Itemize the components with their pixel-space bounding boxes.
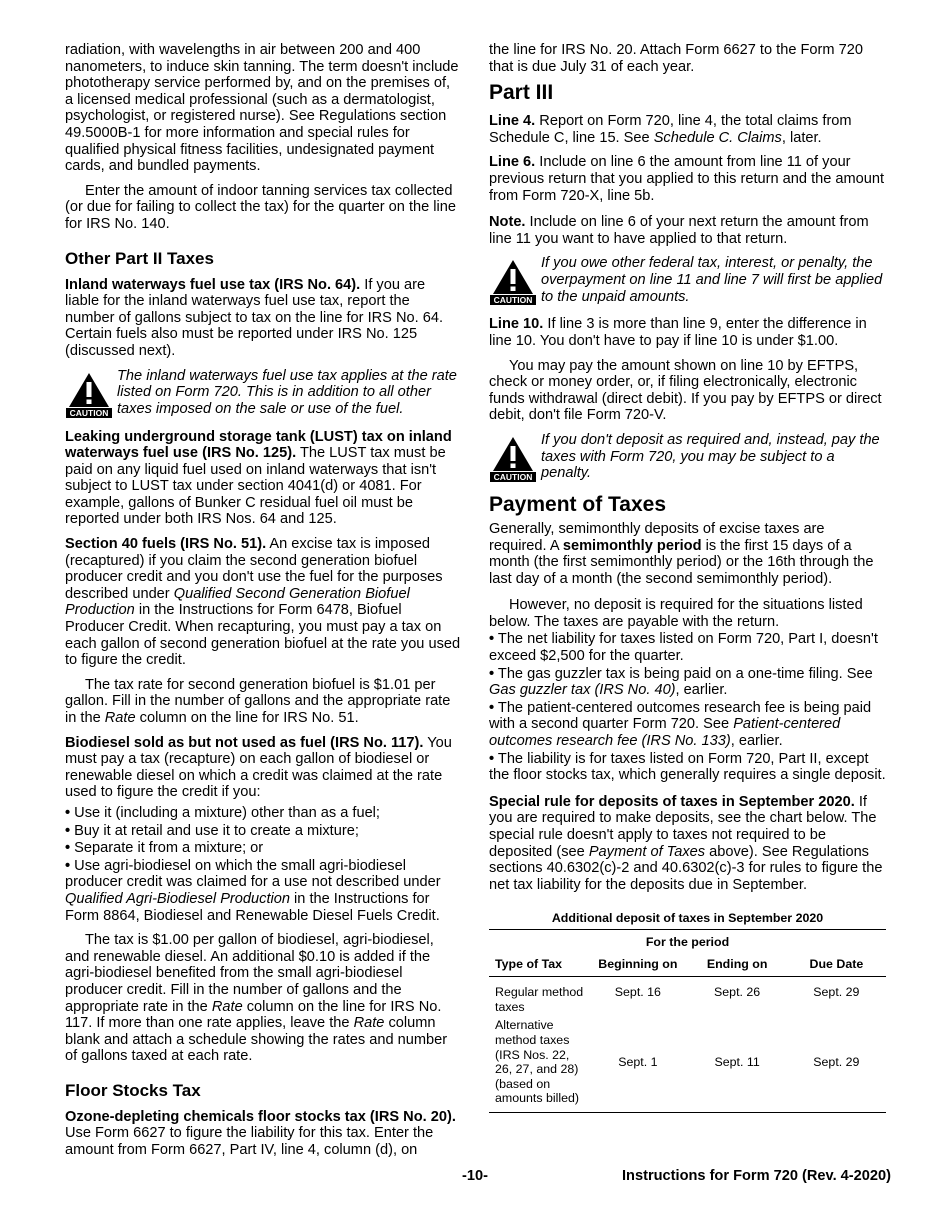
- document-title: Instructions for Form 720 (Rev. 4-2020): [622, 1168, 891, 1184]
- list-item: • Use agri-biodiesel on which the small agri-biodiesel producer credit was claimed for a use not described under Qualified Agri-Biodiesel Production in the Instructions for Form 8864, Biodiesel and Renewable Diesel Fuels Credit.: [65, 857, 441, 924]
- paragraph: [65, 677, 461, 727]
- right-column: [489, 42, 886, 1113]
- table-cell: Alternative method taxes (IRS Nos. 22, 26, 27, and 28) (based on amounts billed): [489, 1016, 588, 1112]
- paragraph-text: in the Instructions for Form 6478, Biofuel Producer Credit. When recapturing, you must pay a tax on each gallon of second generation biofuel at the rate you used to figure the credit.: [65, 602, 461, 669]
- paragraph: radiation, with wavelengths in air between 200 and 400 nanometers, to induce skin tanning. The term doesn't include phototherapy service performed by, and on the premises of, a licensed medical professional (such as a dermatologist, psychologist, or registered nurse). See Regulations section 49.5000B-1 for more information and special rules for qualified physical fitness facilities, undesignated payment cards, and bundled payments.: [65, 42, 459, 175]
- caution-note: [489, 255, 886, 306]
- list-item: • The gas guzzler tax is being paid on a one-time filing. See Gas guzzler tax (IRS No. 40), earlier.: [489, 665, 873, 699]
- italic-reference: Gas guzzler tax (IRS No. 40): [489, 682, 676, 699]
- caution-label: CAUTION: [493, 471, 533, 482]
- caution-text: If you don't deposit as required and, instead, pay the taxes with Form 720, you may be subject to a penalty.: [541, 431, 880, 482]
- table-row: [489, 977, 886, 1017]
- italic-reference: Qualified Second Generation Biofuel Production: [65, 585, 410, 619]
- column-header: Due Date: [787, 954, 886, 977]
- paragraph-text: The LUST tax must be paid on any liquid fuel used on inland waterways that isn't subject to LUST tax under section 4041(d) or 4081. For example, gallons of Bunker C residual fuel oil must be reported under both IRS Nos. 64 and 125.: [65, 445, 446, 528]
- italic-reference: Payment of Taxes: [588, 843, 706, 860]
- column-header: Beginning on: [588, 954, 687, 977]
- table-cell: Sept. 16: [614, 985, 661, 1000]
- run-in-heading: Line 10.: [489, 316, 544, 333]
- table-row: [489, 1016, 886, 1112]
- left-column: [65, 42, 461, 1167]
- paragraph: Line 4. Report on Form 720, line 4, the total claims from Schedule C, line 15. See Schedule C. Claims, later.: [489, 113, 852, 146]
- paragraph: Line 6. Include on line 6 the amount from line 11 of your previous return that you applied to this return and the amount from Form 720-X, line 5b.: [489, 154, 885, 204]
- paragraph-text: The tax rate for second generation biofuel is $1.01 per gallon. Fill in the number of gallons and the appropriate rate in the: [65, 676, 451, 726]
- italic-reference: Rate: [104, 710, 136, 726]
- run-in-heading: Biodiesel sold as but not used as fuel (IRS No. 117).: [65, 734, 424, 751]
- paragraph: [65, 277, 461, 360]
- run-in-heading: Line 6.: [489, 154, 536, 171]
- caution-icon: [489, 258, 537, 306]
- column-header: Type of Tax: [489, 954, 588, 977]
- paragraph-text: You must pay a tax (recapture) on each gallon of biodiesel or renewable diesel on which a credit was claimed at the rate used to figure the credit if you:: [65, 734, 452, 801]
- list-item: • Use it (including a mixture) other than as a fuel;: [65, 804, 380, 821]
- list-item: • The patient-centered outcomes research fee is being paid with a second quarter Form 720. See Patient-centered outcomes research fee (IRS No. 133), earlier.: [489, 699, 872, 750]
- section-heading: Floor Stocks Tax: [65, 1080, 201, 1100]
- paragraph: However, no deposit is required for the situations listed below. The taxes are payable with the return.: [489, 597, 863, 630]
- run-in-heading: Inland waterways fuel use tax (IRS No. 64).: [65, 276, 361, 293]
- table-cell: Sept. 29: [813, 985, 860, 1000]
- caution-icon: [65, 371, 113, 419]
- list-item: • The liability is for taxes listed on Form 720, Part II, except the floor stocks tax, which generally requires a single deposit.: [489, 750, 886, 784]
- paragraph: Generally, semimonthly deposits of excise taxes are required. A semimonthly period is the first 15 days of a month (the first semimonthly period) or the 16th through the last day of a month (the second semimonthly period).: [489, 520, 874, 587]
- caution-note: [65, 368, 461, 419]
- table-cell: Sept. 29: [787, 1016, 886, 1112]
- italic-reference: Patient-centered outcomes research fee (IRS No. 133): [489, 716, 841, 750]
- run-in-heading: Ozone-depleting chemicals floor stocks tax (IRS No. 20).: [65, 1108, 456, 1125]
- paragraph: Ozone-depleting chemicals floor stocks tax (IRS No. 20). Use Form 6627 to figure the liability for this tax. Enter the amount from Form 6627, Part IV, line 4, column (d), on: [65, 1108, 456, 1159]
- paragraph: [65, 536, 461, 669]
- run-in-heading: Section 40 fuels (IRS No. 51).: [65, 536, 267, 553]
- table-cell: Regular method taxes: [495, 985, 584, 1014]
- paragraph: You may pay the amount shown on line 10 by EFTPS, check or money order, or, if filing electronically, electronic funds withdrawal (direct debit). If you pay by EFTPS or direct debit, don't file Form 720-V.: [489, 357, 882, 424]
- caution-label: CAUTION: [493, 295, 533, 306]
- run-in-heading: Leaking underground storage tank (LUST) tax on inland waterways fuel use (IRS No. 125).: [65, 428, 452, 462]
- paragraph-text: column on the line for IRS No. 51.: [139, 710, 359, 726]
- table-cell: Sept. 1: [588, 1016, 687, 1112]
- deposit-table: [489, 911, 886, 1113]
- paragraph: [65, 735, 461, 801]
- italic-reference: Schedule C. Claims: [653, 129, 782, 146]
- table-title: Additional deposit of taxes in September 2020: [489, 911, 886, 930]
- paragraph: the line for IRS No. 20. Attach Form 6627 to the Form 720 that is due July 31 of each year.: [489, 42, 863, 75]
- paragraph-text: An excise tax is imposed (recaptured) if you claim the second generation biofuel producer credit and you don't use the fuel for the purposes described under: [65, 536, 443, 602]
- italic-reference: Qualified Agri-Biodiesel Production: [65, 890, 290, 907]
- section-heading: Part III: [489, 81, 554, 105]
- table-cell: Sept. 11: [688, 1016, 787, 1112]
- caution-icon: [489, 435, 537, 483]
- list-item: • The net liability for taxes listed on Form 720, Part I, doesn't exceed $2,500 for the quarter.: [489, 631, 878, 665]
- run-in-heading: Line 4.: [489, 113, 536, 130]
- run-in-heading: Note.: [489, 214, 526, 231]
- list-item: • Separate it from a mixture; or: [65, 840, 264, 857]
- paragraph: [65, 429, 461, 529]
- page-number: -10-: [462, 1168, 488, 1184]
- caution-text: The inland waterways fuel use tax applies at the rate listed on Form 720. This is in addition to all other taxes imposed on the sale or use of the fuel.: [117, 367, 457, 417]
- run-in-heading: Special rule for deposits of taxes in September 2020.: [489, 793, 855, 810]
- list-item: • Buy it at retail and use it to create a mixture;: [65, 822, 359, 839]
- paragraph: Enter the amount of indoor tanning services tax collected (or due for failing to collect the tax) for the quarter on the line for IRS No. 140.: [65, 182, 457, 232]
- table-header-row: [489, 954, 886, 977]
- paragraph: The tax is $1.00 per gallon of biodiesel, agri-biodiesel, and renewable diesel. An additional $0.10 is added if the agri-biodiesel benefited from the small agri-biodiesel producer credit. Fill in the number of gallons and the appropriate rate in the Rate column on the line for IRS No. 117. If more than one rate applies, leave the Rate column blank and attach a schedule showing the rates and number of gallons taxed at each rate.: [65, 932, 448, 1065]
- column-header: Ending on: [688, 954, 787, 977]
- section-heading: Payment of Taxes: [489, 492, 667, 516]
- section-heading: Other Part II Taxes: [65, 248, 214, 268]
- table: [489, 954, 886, 1113]
- paragraph: Note. Include on line 6 of your next return the amount from line 11 you want to have applied to that return.: [489, 214, 869, 247]
- caution-note: [489, 432, 886, 483]
- table-cell: Sept. 26: [714, 985, 761, 1000]
- paragraph: Special rule for deposits of taxes in September 2020. If you are required to make deposits, see the chart below. The special rule doesn't apply to taxes not required to be deposited (see Payment of Taxes above). See Regulations sections 40.6302(c)-2 and 40.6302(c)-3 for rules to figure the net tax liability for the deposits due in September.: [489, 793, 883, 893]
- caution-text: If you owe other federal tax, interest, or penalty, the overpayment on line 11 and line 7 will first be applied to the unpaid amounts.: [541, 255, 883, 305]
- table-period-label: For the period: [645, 934, 730, 949]
- caution-label: CAUTION: [69, 407, 109, 418]
- paragraph-text: If you are liable for the inland waterways fuel use tax, report the number of gallons subject to tax on the line for IRS No. 64. Certain fuels also must be reported under IRS No. 125 (discussed next).: [65, 276, 444, 359]
- defined-term: semimonthly period: [562, 537, 702, 554]
- paragraph: Line 10. If line 3 is more than line 9, enter the difference in line 10. You don't have to pay if line 10 is under $1.00.: [489, 316, 867, 349]
